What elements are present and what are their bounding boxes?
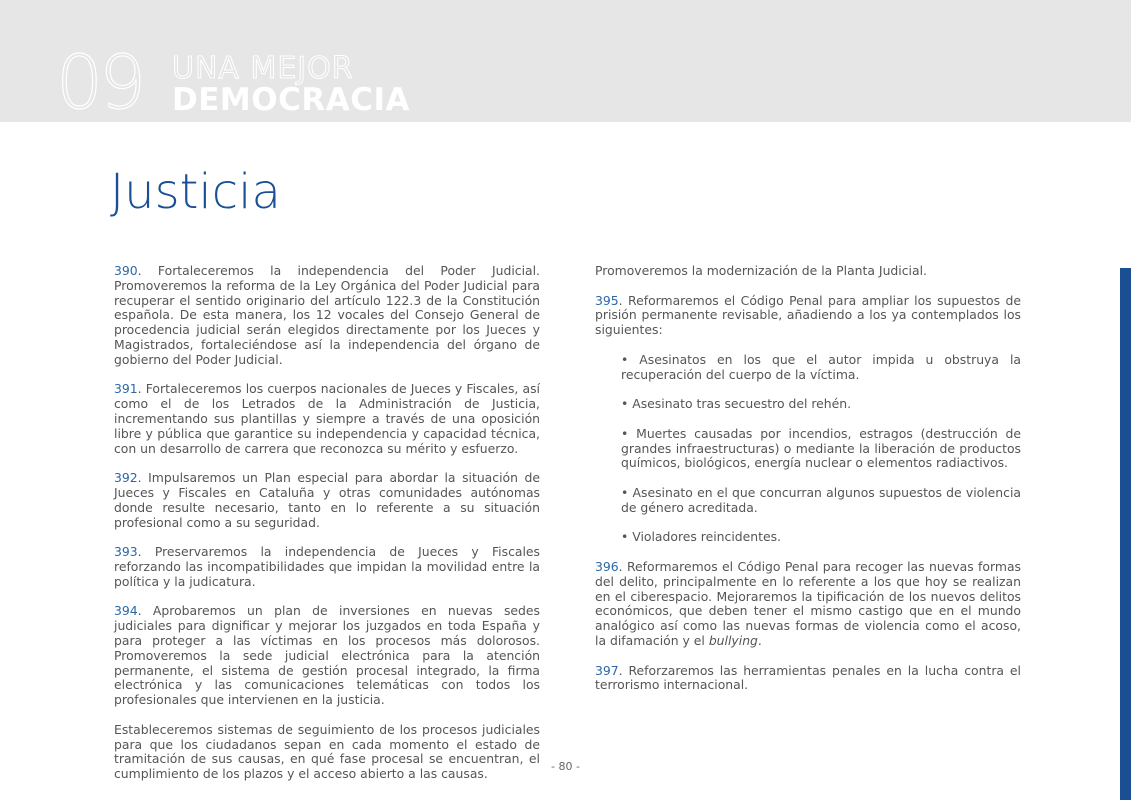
paragraph-number: 395: [595, 292, 619, 308]
paragraph-intro: Promoveremos la modernización de la Planta Judicial.: [595, 263, 927, 278]
chapter-number: 09: [56, 40, 143, 126]
left-column: [114, 264, 540, 797]
chapter-title-line2: DEMOCRACIA: [172, 82, 410, 118]
chapter-header: [0, 0, 1131, 126]
paragraph-393: 393. Preservaremos la independencia de Jueces y Fiscales reforzando las incompatibilidades que impidan la movilidad entre la política y la judicatura.: [114, 544, 540, 589]
paragraph-number: 391: [114, 381, 138, 397]
paragraph-number: 394: [114, 603, 138, 619]
paragraph-397: 397. Reforzaremos las herramientas penales en la lucha contra el terrorismo internacional.: [595, 662, 1021, 693]
chapter-title-line1: UNA MEJOR: [172, 51, 354, 86]
paragraph-number: 392: [114, 470, 138, 486]
paragraph-number: 390: [114, 263, 138, 278]
right-column: [595, 264, 1021, 708]
bullet-item: • Violadores reincidentes.: [621, 529, 782, 545]
paragraph-seguimiento: Estableceremos sistemas de seguimiento de los procesos judiciales para que los ciudadanos sepan en cada momento el estado de tramitación de sus causas, en qué fase procesal se encuentran, el cumplimiento de los plazos y el acceso abierto a las causas.: [114, 721, 540, 782]
bullet-item: • Asesinato tras secuestro del rehén.: [621, 396, 852, 412]
side-accent-bar: [1120, 268, 1131, 800]
bullet-item: • Asesinato en el que concurran algunos supuestos de violencia de género acreditada.: [621, 484, 1021, 515]
page-number: - 80 -: [551, 760, 580, 773]
bullet-item: • Asesinatos en los que el autor impida u obstruya la recuperación del cuerpo de la víctima.: [621, 351, 1021, 382]
paragraph-number: 397: [595, 662, 619, 678]
section-title: Justicia: [110, 164, 281, 220]
paragraph-391: 391. Fortaleceremos los cuerpos nacionales de Jueces y Fiscales, así como el de los Letrados de la Administración de Justicia, incrementando sus plantillas y siempre a través de una oposición libre y pública que garantice su independencia y capacidad técnica, con un desarrollo de carrera que reconozca su mérito y esfuerzo.: [114, 381, 540, 456]
paragraph-395: 395. Reformaremos el Código Penal para ampliar los supuestos de prisión permanente revisable, añadiendo a los ya contemplados los siguientes:: [595, 292, 1021, 338]
bullet-item: • Muertes causadas por incendios, estragos (destrucción de grandes infraestructuras) o mediante la liberación de productos químicos, biológicos, energía nuclear o elementos radiactivos.: [621, 425, 1021, 471]
paragraph-396: 396. Reformaremos el Código Penal para recoger las nuevas formas del delito, principalmente en lo referente a los que hoy se realizan en el ciberespacio. Mejoraremos la tipificación de los nuevos delitos económicos, que deben tener el mismo castigo que en el mundo analógico así como las nuevas formas de violencia como el acoso, la difamación y el bullying.: [595, 558, 1021, 648]
paragraph-number: 393: [114, 544, 138, 560]
paragraph-392: 392. Impulsaremos un Plan especial para abordar la situación de Jueces y Fiscales en Cataluña y otras comunidades autónomas donde resulte necesario, tanto en lo referente a su situación profesional como a su seguridad.: [114, 470, 540, 530]
paragraph-390: 390. Fortaleceremos la independencia del Poder Judicial. Promoveremos la reforma de la Ley Orgánica del Poder Judicial para recuperar el sentido originario del artículo 122.3 de la Constitución española. De esta manera, los 12 vocales del Consejo General de procedencia judicial serán elegidos directamente por los Jueces y Magistrados, fortaleciéndose así la independencia del órgano de gobierno del Poder Judicial.: [114, 263, 540, 367]
paragraph-number: 396: [595, 558, 619, 574]
paragraph-394: 394. Aprobaremos un plan de inversiones en nuevas sedes judiciales para dignificar y mejorar los juzgados en toda España y para proteger a las víctimas en los procesos más dolorosos. Promoveremos la sede judicial electrónica para la atención permanente, el sistema de gestión procesal integrado, la firma electrónica y las comunicaciones telemáticas con todos los profesionales que intervienen en la justicia.: [114, 603, 540, 708]
